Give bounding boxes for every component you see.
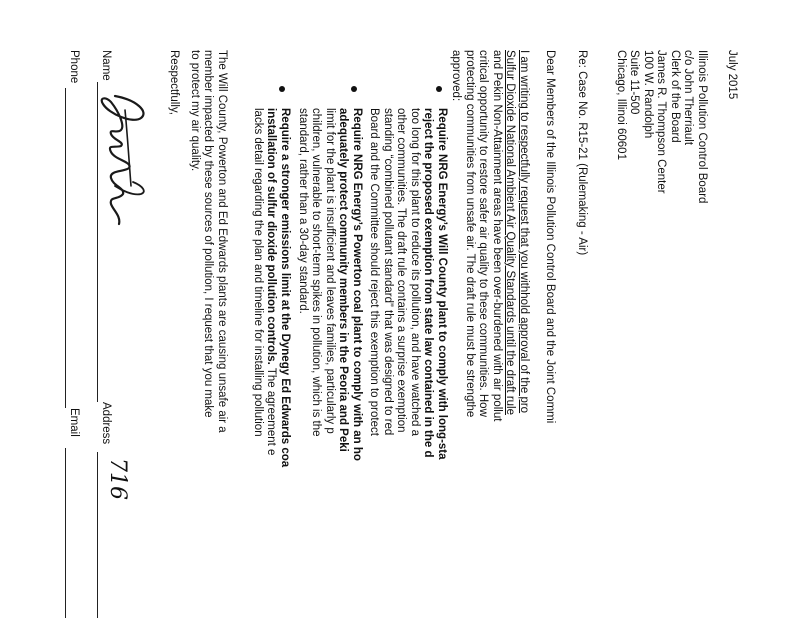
- phone-label: Phone: [68, 50, 80, 84]
- closing-line: to protect my air quality.: [189, 50, 201, 172]
- address-line: Clerk of the Board: [669, 50, 681, 143]
- address-value: 716: [105, 458, 130, 500]
- email-label: Email: [68, 408, 80, 437]
- salutation: Dear Members of the Illinois Pollution Control Board and the Joint Commi: [544, 50, 556, 424]
- bullet-line: adequately protect community members in the Peoria and Peki: [337, 108, 350, 452]
- address-line: c/o John Therriault: [682, 50, 695, 146]
- bullet-line: children, vulnerable to short-term spikes in pollution, which is the: [310, 108, 323, 437]
- bullet-line: Board and the Committee should reject this exemption to protect: [368, 108, 381, 436]
- address-line: 100 W. Randolph: [642, 50, 654, 139]
- address-line: Chicago, Illinoi 60601: [615, 50, 627, 160]
- case-reference: Re: Case No. R15-21 (Rulemaking - Air): [576, 50, 588, 256]
- bullet-item-powerton: [296, 108, 364, 461]
- bullet-icon: [351, 86, 357, 92]
- bullet-line: reject the proposed exemption from state law contained in the d: [422, 108, 435, 458]
- email-line: [65, 448, 66, 618]
- phone-line: [65, 88, 66, 408]
- bullet-line: installation of sulfur dioxide pollution controls. The agreement e: [265, 108, 278, 456]
- letter-date: July 2015: [726, 50, 738, 100]
- address-line: Illinois Pollution Control Board: [696, 50, 708, 204]
- address-label: Address: [100, 402, 112, 445]
- handwritten-signature: [93, 90, 155, 240]
- bullet-line: Require a stronger emissions limit at the Dynegy Ed Edwards coa: [279, 108, 291, 468]
- bullet-icon: [279, 86, 285, 92]
- bullet-line: lacks detail regarding the plan and timeline for installing pollution: [252, 108, 264, 437]
- bullet-item-will-county: [367, 108, 448, 460]
- bullet-line: too long for this plant to reduce its pollution, and have watched a: [409, 108, 421, 436]
- bullet-line: standard, rather than a 30-day standard.: [297, 108, 309, 314]
- intro-line: critical opportunity to restore safer air quality to these communities. How: [477, 50, 490, 417]
- bullet-line: Require NRG Energy’s Will County plant to comply with long-sta: [436, 108, 448, 460]
- bullet-line: Require NRG Energy’s Powerton coal plant to comply with an ho: [351, 108, 363, 461]
- bullet-line: limit for the plant is insufficient and leaves families, particularly p: [324, 108, 336, 434]
- closing-line: The Will County, Powerton and Ed Edwards plants are causing unsafe air a: [216, 50, 228, 433]
- recipient-address: [614, 50, 709, 203]
- name-label: Name: [100, 50, 112, 81]
- intro-paragraph: [449, 50, 530, 421]
- intro-line: approved:: [450, 50, 463, 102]
- intro-line: and Pekin Non-Attainment areas have been over-burdened with air pollut: [491, 50, 503, 422]
- address-line: Suite 11-500: [628, 50, 641, 115]
- intro-line: I am writing to respectfully request that you withhold approval of the pro: [518, 50, 530, 414]
- bullet-icon: [436, 86, 442, 92]
- bullet-item-ed-edwards: [251, 108, 292, 467]
- bullet-line: standing “combined pollutant standard” that was designed to red: [382, 108, 394, 436]
- intro-line: Sulfur Dioxide National Ambient Air Quality Standards until the draft rule: [504, 50, 517, 415]
- respectfully-closing: Respectfully,: [168, 50, 180, 115]
- bullet-line: other communities. The draft rule contains a surprise exemption: [395, 108, 408, 433]
- intro-line: protecting communities from unsafe air. The draft rule must be strengthe: [464, 50, 476, 418]
- address-line: James R. Thompson Center: [655, 50, 668, 194]
- closing-line: member impacted by these sources of pollution, I request that you make: [202, 50, 215, 418]
- closing-paragraph: [188, 50, 229, 433]
- address-line: [97, 452, 98, 618]
